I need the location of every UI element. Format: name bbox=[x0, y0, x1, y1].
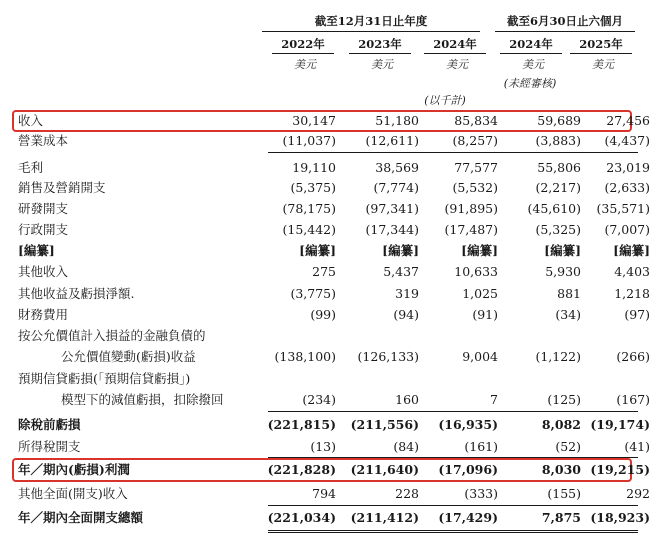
row-ecl-heading bbox=[0, 368, 640, 390]
cell-2024-h1: 55,806 bbox=[537, 160, 581, 175]
cell-2024: 1,025 bbox=[462, 286, 498, 301]
cell-2024: (161) bbox=[464, 439, 498, 454]
cell-2022: (99) bbox=[310, 307, 336, 322]
cell-2022: (221,828) bbox=[267, 462, 336, 477]
cell-2022: (234) bbox=[302, 392, 336, 407]
header-group-annual: 截至12月31日止年度 bbox=[314, 14, 428, 28]
header-year-2023: 2023年 bbox=[358, 37, 402, 51]
cell-2024: 7 bbox=[490, 392, 498, 407]
cell-2023: 319 bbox=[395, 286, 419, 301]
row-other-gains-losses bbox=[0, 283, 650, 305]
cell-2022: (3,775) bbox=[290, 286, 336, 301]
cell-2025-h1: (19,215) bbox=[590, 462, 650, 477]
row-gross-profit bbox=[0, 157, 650, 179]
cell-2024-h1: (1,122) bbox=[535, 349, 581, 364]
cell-2022: (15,442) bbox=[282, 222, 336, 237]
cell-2025-h1: 23,019 bbox=[606, 160, 650, 175]
cell-2025-h1: (2,633) bbox=[604, 180, 650, 195]
cell-2024-h1: (155) bbox=[547, 486, 581, 501]
row-label: 收入 bbox=[18, 113, 44, 128]
cell-2022: (138,100) bbox=[274, 349, 336, 364]
cell-2024: [編纂] bbox=[461, 243, 498, 258]
currency-label: 美元 bbox=[592, 58, 614, 71]
cell-2024-h1: 8,030 bbox=[541, 462, 581, 477]
cell-2022: (11,037) bbox=[282, 133, 336, 148]
row-label: 年／期內全面開支總額 bbox=[18, 510, 144, 525]
header-year-rule-3 bbox=[424, 53, 486, 54]
row-label: 行政開支 bbox=[18, 222, 69, 237]
cell-2025-h1: (7,007) bbox=[604, 222, 650, 237]
cell-2023: (7,774) bbox=[373, 180, 419, 195]
cell-2025-h1: 27,456 bbox=[606, 113, 650, 128]
row-selling-expenses bbox=[0, 177, 650, 199]
row-cost-of-sales bbox=[0, 130, 650, 152]
subtotal-rule bbox=[268, 457, 638, 458]
cell-2022: (78,175) bbox=[282, 201, 336, 216]
row-total-comprehensive bbox=[0, 507, 650, 529]
row-revenue bbox=[0, 110, 650, 132]
row-label: 其他全面(開支)收入 bbox=[18, 486, 128, 501]
cell-2024: 85,834 bbox=[454, 113, 498, 128]
row-income-tax bbox=[0, 436, 650, 458]
row-label: [編纂] bbox=[18, 243, 55, 258]
cell-2023: (211,640) bbox=[350, 462, 419, 477]
header-year-rule-1 bbox=[272, 53, 334, 54]
cell-2024-h1: 8,082 bbox=[541, 417, 581, 432]
header-year-2022: 2022年 bbox=[281, 37, 325, 51]
cell-2024-h1: [編纂] bbox=[544, 243, 581, 258]
row-label: 毛利 bbox=[18, 160, 44, 175]
row-label: 財務費用 bbox=[18, 307, 69, 322]
cell-2022: (5,375) bbox=[290, 180, 336, 195]
currency-label: 美元 bbox=[522, 58, 544, 71]
cell-2023: 38,569 bbox=[375, 160, 419, 175]
cell-2024-h1: (125) bbox=[547, 392, 581, 407]
cell-2025-h1: 292 bbox=[626, 486, 650, 501]
cell-2023: [編纂] bbox=[382, 243, 419, 258]
row-label: 其他收益及虧損淨額. bbox=[18, 286, 135, 301]
cell-2022: (13) bbox=[310, 439, 336, 454]
cell-2024: (17,429) bbox=[438, 510, 498, 525]
row-finance-costs bbox=[0, 304, 650, 326]
header-group-interim: 截至6月30日止六個月 bbox=[506, 14, 623, 28]
cell-2025-h1: (19,174) bbox=[590, 417, 650, 432]
row-other-income bbox=[0, 261, 650, 283]
cell-2023: (94) bbox=[393, 307, 419, 322]
header-year-rule-5 bbox=[570, 53, 632, 54]
unaudited-note: (未經審核) bbox=[503, 77, 557, 90]
cell-2024-h1: 5,930 bbox=[545, 264, 581, 279]
cell-2024: 10,633 bbox=[454, 264, 498, 279]
cell-2023: 51,180 bbox=[375, 113, 419, 128]
row-label: 按公允價值計入損益的金融負債的 bbox=[18, 328, 206, 343]
header-year-rule-2 bbox=[349, 53, 411, 54]
row-ecl-impairment bbox=[0, 389, 650, 411]
cell-2025-h1: (4,437) bbox=[604, 133, 650, 148]
header-year-rule-4 bbox=[500, 53, 562, 54]
cell-2023: (211,412) bbox=[350, 510, 419, 525]
cell-2023: (211,556) bbox=[350, 417, 419, 432]
row-redacted bbox=[0, 240, 650, 262]
row-label: 公允價值變動(虧損)收益 bbox=[61, 349, 196, 364]
currency-label: 美元 bbox=[446, 58, 468, 71]
cell-2022: (221,815) bbox=[267, 417, 336, 432]
cell-2025-h1: (18,923) bbox=[590, 510, 650, 525]
row-oci bbox=[0, 483, 650, 505]
currency-label: 美元 bbox=[371, 58, 393, 71]
cell-2024-h1: (45,610) bbox=[527, 201, 581, 216]
cell-2024-h1: (5,325) bbox=[535, 222, 581, 237]
cell-2022: 19,110 bbox=[292, 160, 336, 175]
cell-2024: (91) bbox=[472, 307, 498, 322]
cell-2025-h1: (167) bbox=[616, 392, 650, 407]
cell-2024: (333) bbox=[464, 486, 498, 501]
row-label: 所得稅開支 bbox=[18, 439, 81, 454]
row-loss-before-tax bbox=[0, 414, 650, 436]
cell-2023: (84) bbox=[393, 439, 419, 454]
cell-2022: (221,034) bbox=[267, 510, 336, 525]
cell-2023: (126,133) bbox=[357, 349, 419, 364]
row-label: 預期信貸虧損(「預期信貸虧損」) bbox=[18, 371, 191, 386]
cell-2025-h1: [編纂] bbox=[613, 243, 650, 258]
cell-2023: 228 bbox=[395, 486, 419, 501]
row-fvtpl-change bbox=[0, 346, 650, 368]
row-admin-expenses bbox=[0, 219, 650, 241]
cell-2024: (8,257) bbox=[452, 133, 498, 148]
thousands-note: (以千計) bbox=[424, 94, 466, 107]
subtotal-rule bbox=[268, 411, 638, 412]
cell-2022: [編纂] bbox=[299, 243, 336, 258]
cell-2023: (12,611) bbox=[365, 133, 419, 148]
cell-2024: (17,487) bbox=[444, 222, 498, 237]
row-fvtpl-heading bbox=[0, 325, 640, 347]
cell-2024-h1: 881 bbox=[557, 286, 581, 301]
cell-2025-h1: 1,218 bbox=[614, 286, 650, 301]
cell-2025-h1: (41) bbox=[624, 439, 650, 454]
currency-label: 美元 bbox=[294, 58, 316, 71]
cell-2023: 5,437 bbox=[383, 264, 419, 279]
cell-2024-h1: (3,883) bbox=[535, 133, 581, 148]
subtotal-rule bbox=[268, 152, 638, 153]
row-rnd-expenses bbox=[0, 198, 650, 220]
cell-2024-h1: (2,217) bbox=[535, 180, 581, 195]
header-year-2025-interim: 2025年 bbox=[579, 37, 623, 51]
cell-2024-h1: 7,875 bbox=[541, 510, 581, 525]
cell-2024-h1: 59,689 bbox=[537, 113, 581, 128]
cell-2023: 160 bbox=[395, 392, 419, 407]
header-group-annual-rule bbox=[262, 31, 480, 32]
row-label: 營業成本 bbox=[18, 133, 69, 148]
cell-2024-h1: (34) bbox=[555, 307, 581, 322]
header-year-2024: 2024年 bbox=[433, 37, 477, 51]
cell-2024: (16,935) bbox=[438, 417, 498, 432]
row-label: 模型下的減值虧損，扣除撥回 bbox=[61, 392, 224, 407]
row-label: 年／期內(虧損)利潤 bbox=[18, 462, 130, 477]
header-year-2024-interim: 2024年 bbox=[509, 37, 553, 51]
cell-2023: (17,344) bbox=[365, 222, 419, 237]
cell-2025-h1: (35,571) bbox=[596, 201, 650, 216]
cell-2025-h1: (97) bbox=[624, 307, 650, 322]
row-label: 研發開支 bbox=[18, 201, 69, 216]
cell-2022: 30,147 bbox=[292, 113, 336, 128]
cell-2024: (5,532) bbox=[452, 180, 498, 195]
subtotal-rule bbox=[268, 505, 638, 506]
header-group-interim-rule bbox=[495, 31, 635, 32]
row-label: 其他收入 bbox=[18, 264, 69, 279]
cell-2024-h1: (52) bbox=[555, 439, 581, 454]
cell-2024: 9,004 bbox=[462, 349, 498, 364]
cell-2024: (17,096) bbox=[438, 462, 498, 477]
cell-2024: (91,895) bbox=[444, 201, 498, 216]
total-double-rule bbox=[268, 530, 638, 533]
row-label: 銷售及營銷開支 bbox=[18, 180, 106, 195]
cell-2023: (97,341) bbox=[365, 201, 419, 216]
cell-2022: 794 bbox=[312, 486, 336, 501]
cell-2022: 275 bbox=[312, 264, 336, 279]
row-label: 除稅前虧損 bbox=[18, 417, 81, 432]
cell-2025-h1: 4,403 bbox=[614, 264, 650, 279]
cell-2024: 77,577 bbox=[454, 160, 498, 175]
row-net-loss bbox=[0, 459, 650, 481]
cell-2025-h1: (266) bbox=[616, 349, 650, 364]
